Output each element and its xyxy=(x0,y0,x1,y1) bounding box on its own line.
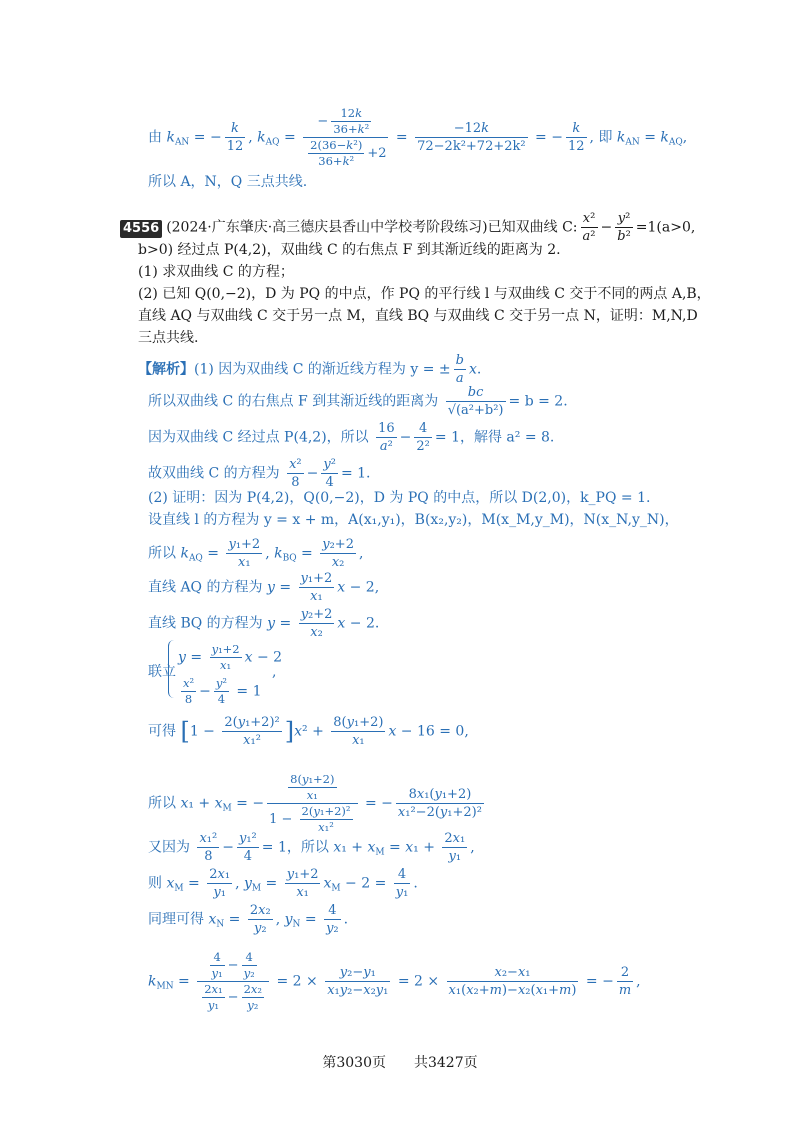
question-2-line-3: 三点共线. xyxy=(138,330,199,346)
solution-line-15: 同理可得 $x_N$ = $\frac{\text{2x₂}}{\text{y₂}}$ , $y_N$ = $\frac{4}{\text{y₂}}$ . xyxy=(148,903,349,936)
solution-line-11: 可得 [1 − $\frac{\text{2(y₁+2)²}}{\text{x₁²}}$ ]x² + $\frac{\text{8(y₁+2)}}{\text{x₁}}$ x − 16 = 0, xyxy=(148,715,469,748)
problem-number-badge: 4556 xyxy=(120,220,162,238)
problem-line-2: b>0) 经过点 P(4,2)，双曲线 C 的右焦点 F 到其渐近线的距离为 2. xyxy=(138,242,561,258)
solution-line-5: (2) 证明：因为 P(4,2)，Q(0,−2)，D 为 PQ 的中点，所以 D(2,0)，k_PQ = 1. xyxy=(148,490,651,506)
solution-line-14: 则 $x_M$ = $\frac{\text{2x₁}}{\text{y₁}}$ , $y_M$ = $\frac{\text{y₁+2}}{\text{x₁}}$ $x_M - 2$ = $\frac{4}{\text{y₁}}$ . xyxy=(148,867,418,900)
system-brace xyxy=(168,640,175,698)
solution-tag: 【解析】 xyxy=(138,361,194,378)
question-2-line-2: 直线 AQ 与双曲线 C 交于另一点 M，直线 BQ 与双曲线 C 交于另一点 N，证明：M,N,D xyxy=(138,308,698,324)
solution-line-10: 联立 xyxy=(148,664,176,680)
solution-line-16: $k_{MN}$ = $\frac{4}{\text{y₁}}$ − $\frac{4}{\text{y₂}}$ $\frac{\text{2x₁}}{\text{y₁}}$ − $\frac{\text{2x₂}}{\text{y₂}}$ = 2 × $\frac{\text{y₂−y₁}}{\text{x₁y₂−x₂y₁}}$ = 2 × $\frac{\text{x₂−x₁}}{\text{x₁(x₂+m)−x₂(x₁+m)}}$ = − $\frac{2}{m}$ , xyxy=(148,950,641,1012)
solution-line-3: 因为双曲线 C 经过点 P(4,2)，所以 $\frac{16}{\text{a²}}$ − $\frac{4}{\text{2²}}$ = 1，解得 a² = 8. xyxy=(148,421,555,454)
system-comma: , xyxy=(272,664,277,680)
solution-line-12: 所以 $x_1 + x_M$ = − $\frac{\text{8(y₁+2)}}{\text{x₁}}$ 1 − $\frac{\text{2(y₁+2)²}}{\text{x₁²}}$ = − $\frac{\text{8x₁(y₁+2)}}{\text{x₁²−2(y₁+2)²}}$ xyxy=(148,772,482,834)
page-footer: 第3030页 共3427页 xyxy=(322,1055,478,1071)
solution-line-8: 直线 AQ 的方程为 y = $\frac{\text{y₁+2}}{\text{x₁}}$ x − 2, xyxy=(148,571,380,604)
prev-solution-line-1: 由 $k_{AN}$ = − $\frac{k}{12}$ , $k_{AQ}$ = − $\frac{12k}{\text{36+k²}}$ $\frac{\text{2(36−k²)}}{\text{36+k²}}$ +2 = $\frac{-12k}{\text{72−2k²+72+2k²}}$ = − $\frac{k}{12}$ , 即 $k_{AN} = k_{AQ}$, xyxy=(148,106,688,168)
question-1: (1) 求双曲线 C 的方程； xyxy=(138,264,294,280)
system-eq-2: $\frac{\text{x²}}{8}$ − $\frac{\text{y²}}{4}$ = 1 xyxy=(183,676,262,706)
solution-line-6: 设直线 l 的方程为 y = x + m，A(x₁,y₁)，B(x₂,y₂)，M(x_M,y_M)，N(x_N,y_N)， xyxy=(148,512,679,528)
solution-line-7: 所以 $k_{AQ}$ = $\frac{\text{y₁+2}}{\text{x₁}}$ , $k_{BQ}$ = $\frac{\text{y₂+2}}{\text{x₂}}$ , xyxy=(148,537,364,570)
prev-solution-line-2: 所以 A，N，Q 三点共线. xyxy=(148,174,308,190)
solution-line-1: 【解析】(1) 因为双曲线 C 的渐近线方程为 y = ± $\frac{b}{a}$ x. xyxy=(138,353,482,386)
solution-line-2: 所以双曲线 C 的右焦点 F 到其渐近线的距离为 $\frac{bc}{\text{√(a²+b²)}}$ = b = 2. xyxy=(148,385,568,418)
system-eq-1: y = $\frac{\text{y₁+2}}{\text{x₁}}$ x − 2 xyxy=(178,642,283,672)
solution-line-9: 直线 BQ 的方程为 y = $\frac{\text{y₂+2}}{\text{x₂}}$ x − 2. xyxy=(148,607,380,640)
problem-line-1: 4556 (2024·广东肇庆·高三德庆县香山中学校考阶段练习)已知双曲线 C: $\frac{\text{x²}}{\text{a²}}$ − $\frac{\text{y²}}{\text{b²}}$ =1(a>0, xyxy=(120,210,695,245)
solution-line-4: 故双曲线 C 的方程为 $\frac{\text{x²}}{8}$ − $\frac{\text{y²}}{4}$ = 1. xyxy=(148,457,371,490)
question-2-line-1: (2) 已知 Q(0,−2)，D 为 PQ 的中点，作 PQ 的平行线 l 与双曲线 C 交于不同的两点 A,B， xyxy=(138,286,711,302)
solution-line-13: 又因为 $\frac{\text{x₁²}}{8}$ − $\frac{\text{y₁²}}{4}$ = 1，所以 $x_1 + x_M = x_1$ + $\frac{\text{2x₁}}{\text{y₁}}$ , xyxy=(148,831,475,864)
